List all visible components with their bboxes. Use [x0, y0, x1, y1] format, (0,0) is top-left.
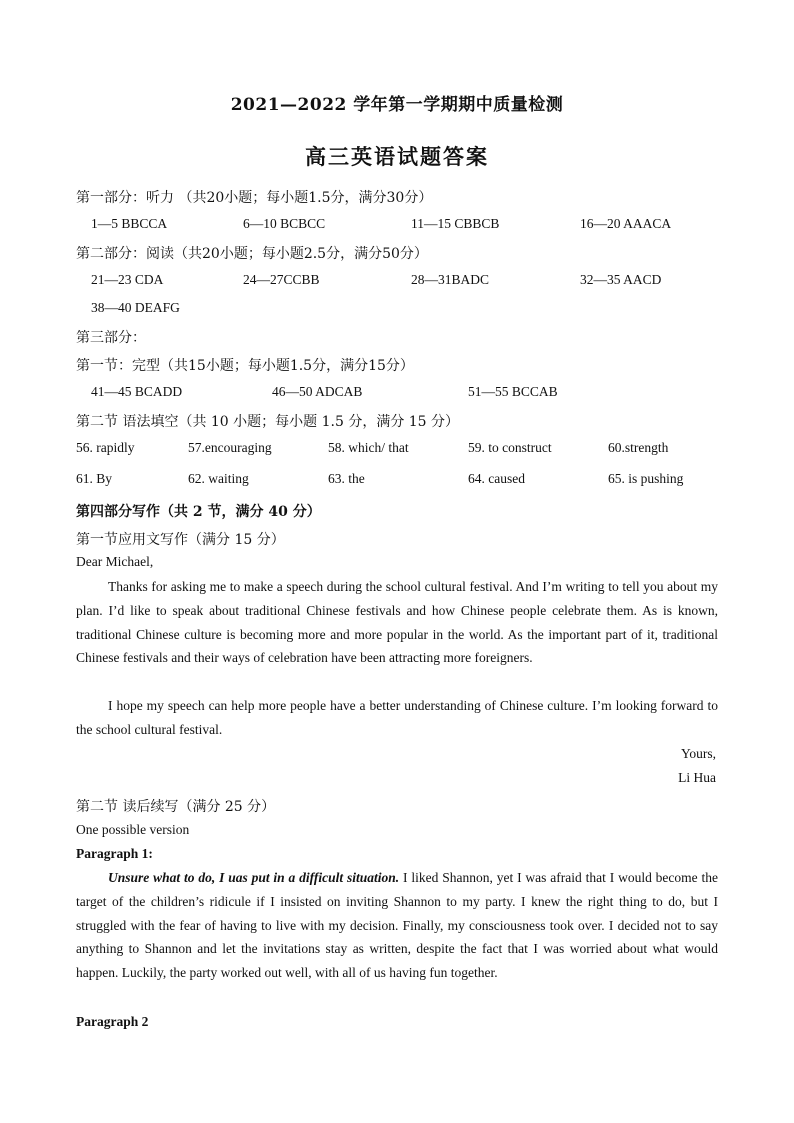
cloze-answer: 46—50 ADCAB — [272, 384, 363, 399]
grammar-answer: 64. caused — [468, 471, 525, 486]
part1-heading: 第一部分：听力 （共20小题；每小题1.5分，满分30分） — [76, 190, 433, 206]
cloze-answer: 51—55 BCCAB — [468, 384, 558, 399]
part4-heading: 第四部分写作（共 2 节，满分 40 分） — [76, 504, 321, 520]
part1-answer: 11—15 CBBCB — [411, 216, 500, 231]
grammar-answer: 58. which/ that — [328, 440, 409, 455]
grammar-answer: 60.strength — [608, 440, 669, 455]
part2-answer: 24—27CCBB — [243, 272, 320, 287]
letter-paragraph: Thanks for asking me to make a speech during the school cultural festival. And I’m writing to tell you about my plan. I’d like to speak about traditional Chinese festivals and how Chinese people celebrate them. As is known, traditional Chinese culture is becoming more and more popular in the world. As the important part of it, traditional Chinese festivals and their ways of celebration have been attracting more foreigners. — [76, 579, 718, 666]
part3-heading: 第三部分： — [76, 330, 146, 346]
letter-closing: Yours, — [680, 746, 716, 761]
exam-title: 2021—2022 学年第一学期期中质量检测 — [230, 95, 564, 115]
part1-answer: 16—20 AAACA — [580, 216, 672, 231]
part1-answer: 1—5 BBCCA — [91, 216, 168, 231]
part1-answer: 6—10 BCBCC — [243, 216, 326, 231]
paragraph-label: Paragraph 2 — [76, 1014, 149, 1029]
part2-heading: 第二部分：阅读（共20小题；每小题2.5分，满分50分） — [76, 246, 428, 262]
grammar-answer: 59. to construct — [468, 440, 552, 455]
exam-subtitle: 高三英语试题答案 — [305, 144, 489, 169]
part3-section2-heading: 第二节 语法填空（共 10 小题；每小题 1.5 分，满分 15 分） — [76, 414, 460, 430]
part2-answer: 32—35 AACD — [580, 272, 662, 287]
part2-answer: 28—31BADC — [411, 272, 490, 287]
part4-section2-heading: 第二节 读后续写（满分 25 分） — [76, 799, 276, 815]
version-label: One possible version — [76, 822, 190, 837]
grammar-answer: 61. By — [76, 471, 113, 486]
paragraph-body: I liked Shannon, yet I was afraid that I would become the target of the children’s ridicule if I insisted on inviting Shannon to my party. I knew the right thing to do, but I struggled with the fear of having to live with my decision. Finally, my consciousness took over. I decided not to say anything to Shannon and let the invitations stay as written, despite the fact that I was worried about what would happen. Luckily, the party worked out well, with all of us having fun together. — [76, 870, 718, 981]
paragraph-label: Paragraph 1: — [76, 846, 153, 861]
part2-answer: 21—23 CDA — [91, 272, 164, 287]
letter-signature: Li Hua — [678, 770, 716, 785]
grammar-answer: 56. rapidly — [76, 440, 135, 455]
paragraph-lead-sentence: Unsure what to do, I uas put in a difficult situation. — [108, 870, 400, 885]
letter-paragraph: I hope my speech can help more people have a better understanding of Chinese culture. I’m looking forward to the school cultural festival. — [76, 698, 718, 737]
grammar-answer: 57.encouraging — [188, 440, 272, 455]
grammar-answer: 62. waiting — [188, 471, 249, 486]
letter-greeting: Dear Michael, — [76, 554, 154, 569]
grammar-answer: 63. the — [328, 471, 365, 486]
cloze-answer: 41—45 BCADD — [91, 384, 183, 399]
part3-section1-heading: 第一节：完型（共15小题；每小题1.5分，满分15分） — [76, 358, 414, 374]
part2-answer: 38—40 DEAFG — [91, 300, 180, 315]
part4-section1-heading: 第一节应用文写作（满分 15 分） — [76, 532, 285, 548]
grammar-answer: 65. is pushing — [608, 471, 684, 486]
continuation-paragraph — [76, 866, 718, 985]
